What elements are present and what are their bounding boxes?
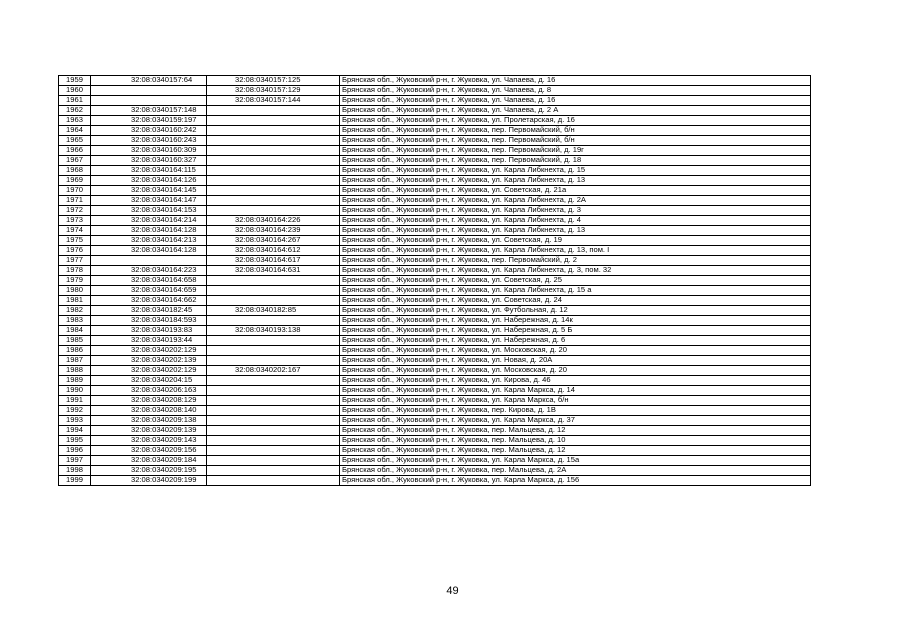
land-cadastral-number-cell: [91, 256, 207, 266]
row-number-cell: 1969: [59, 176, 91, 186]
table-row: [59, 136, 811, 146]
address-cell: Брянская обл., Жуковский р-н, г. Жуковка, ул. Набережная, д. 5 Б: [340, 326, 811, 336]
table-row: [59, 86, 811, 96]
building-cadastral-number-cell: [207, 356, 340, 366]
table-row: [59, 196, 811, 206]
land-cadastral-number-cell: 32:08:0340209:195: [91, 466, 207, 476]
table-row: [59, 246, 811, 256]
row-number-cell: 1970: [59, 186, 91, 196]
row-number-cell: 1992: [59, 406, 91, 416]
row-number-cell: 1994: [59, 426, 91, 436]
address-cell: Брянская обл., Жуковский р-н, г. Жуковка, пер. Мальцева, д. 2А: [340, 466, 811, 476]
building-cadastral-number-cell: [207, 126, 340, 136]
table-row: [59, 166, 811, 176]
table-row: [59, 376, 811, 386]
table-row: [59, 396, 811, 406]
address-cell: Брянская обл., Жуковский р-н, г. Жуковка, пер. Мальцева, д. 12: [340, 426, 811, 436]
table-row: [59, 356, 811, 366]
land-cadastral-number-cell: 32:08:0340164:147: [91, 196, 207, 206]
building-cadastral-number-cell: 32:08:0340164:612: [207, 246, 340, 256]
land-cadastral-number-cell: 32:08:0340164:115: [91, 166, 207, 176]
table-row: [59, 476, 811, 486]
land-cadastral-number-cell: [91, 96, 207, 106]
building-cadastral-number-cell: 32:08:0340182:85: [207, 306, 340, 316]
address-cell: Брянская обл., Жуковский р-н, г. Жуковка, ул. Карла Маркса, б/н: [340, 396, 811, 406]
table-row: [59, 416, 811, 426]
row-number-cell: 1981: [59, 296, 91, 306]
land-cadastral-number-cell: 32:08:0340164:662: [91, 296, 207, 306]
table-row: [59, 456, 811, 466]
building-cadastral-number-cell: 32:08:0340193:138: [207, 326, 340, 336]
row-number-cell: 1985: [59, 336, 91, 346]
address-cell: Брянская обл., Жуковский р-н, г. Жуковка, ул. Карла Либкнехта, д. 15 а: [340, 286, 811, 296]
table-row: [59, 266, 811, 276]
land-cadastral-number-cell: 32:08:0340164:213: [91, 236, 207, 246]
building-cadastral-number-cell: [207, 466, 340, 476]
building-cadastral-number-cell: 32:08:0340164:267: [207, 236, 340, 246]
row-number-cell: 1971: [59, 196, 91, 206]
building-cadastral-number-cell: [207, 206, 340, 216]
address-cell: Брянская обл., Жуковский р-н, г. Жуковка, ул. Чапаева, д. 16: [340, 96, 811, 106]
land-cadastral-number-cell: 32:08:0340164:214: [91, 216, 207, 226]
table-row: [59, 426, 811, 436]
address-cell: Брянская обл., Жуковский р-н, г. Жуковка, ул. Советская, д. 24: [340, 296, 811, 306]
address-cell: Брянская обл., Жуковский р-н, г. Жуковка, ул. Московская, д. 20: [340, 366, 811, 376]
table-row: [59, 306, 811, 316]
building-cadastral-number-cell: [207, 446, 340, 456]
building-cadastral-number-cell: [207, 336, 340, 346]
row-number-cell: 1999: [59, 476, 91, 486]
land-cadastral-number-cell: 32:08:0340160:242: [91, 126, 207, 136]
building-cadastral-number-cell: [207, 346, 340, 356]
land-cadastral-number-cell: 32:08:0340160:309: [91, 146, 207, 156]
building-cadastral-number-cell: [207, 176, 340, 186]
table-row: [59, 256, 811, 266]
address-cell: Брянская обл., Жуковский р-н, г. Жуковка, пер. Кирова, д. 1В: [340, 406, 811, 416]
row-number-cell: 1972: [59, 206, 91, 216]
table-row: [59, 156, 811, 166]
building-cadastral-number-cell: [207, 136, 340, 146]
address-cell: Брянская обл., Жуковский р-н, г. Жуковка, ул. Карла Либкнехта, д. 15: [340, 166, 811, 176]
table-row: [59, 296, 811, 306]
row-number-cell: 1965: [59, 136, 91, 146]
row-number-cell: 1966: [59, 146, 91, 156]
land-cadastral-number-cell: 32:08:0340209:139: [91, 426, 207, 436]
land-cadastral-number-cell: 32:08:0340208:140: [91, 406, 207, 416]
page-number: 49: [446, 585, 459, 597]
row-number-cell: 1997: [59, 456, 91, 466]
address-cell: Брянская обл., Жуковский р-н, г. Жуковка, ул. Набережная, д. 6: [340, 336, 811, 346]
address-cell: Брянская обл., Жуковский р-н, г. Жуковка, ул. Карла Либкнехта, д. 3, пом. 32: [340, 266, 811, 276]
address-cell: Брянская обл., Жуковский р-н, г. Жуковка, ул. Карла Либкнехта, д. 2А: [340, 196, 811, 206]
land-cadastral-number-cell: 32:08:0340193:44: [91, 336, 207, 346]
table-row: [59, 346, 811, 356]
table-row: [59, 336, 811, 346]
row-number-cell: 1984: [59, 326, 91, 336]
land-cadastral-number-cell: 32:08:0340157:64: [91, 76, 207, 86]
table-row: [59, 116, 811, 126]
table-row: [59, 276, 811, 286]
land-cadastral-number-cell: 32:08:0340164:658: [91, 276, 207, 286]
table-row: [59, 446, 811, 456]
building-cadastral-number-cell: [207, 386, 340, 396]
address-cell: Брянская обл., Жуковский р-н, г. Жуковка, пер. Первомайский, б/н: [340, 136, 811, 146]
address-cell: Брянская обл., Жуковский р-н, г. Жуковка, ул. Карла Маркса, д. 14: [340, 386, 811, 396]
building-cadastral-number-cell: [207, 186, 340, 196]
row-number-cell: 1973: [59, 216, 91, 226]
land-cadastral-number-cell: 32:08:0340160:327: [91, 156, 207, 166]
row-number-cell: 1977: [59, 256, 91, 266]
building-cadastral-number-cell: [207, 436, 340, 446]
row-number-cell: 1983: [59, 316, 91, 326]
row-number-cell: 1987: [59, 356, 91, 366]
row-number-cell: 1995: [59, 436, 91, 446]
land-cadastral-number-cell: 32:08:0340184:593: [91, 316, 207, 326]
table-row: [59, 76, 811, 86]
address-cell: Брянская обл., Жуковский р-н, г. Жуковка, ул. Футбольная, д. 12: [340, 306, 811, 316]
row-number-cell: 1961: [59, 96, 91, 106]
land-cadastral-number-cell: 32:08:0340204:15: [91, 376, 207, 386]
address-cell: Брянская обл., Жуковский р-н, г. Жуковка, ул. Чапаева, д. 8: [340, 86, 811, 96]
table-row: [59, 96, 811, 106]
address-cell: Брянская обл., Жуковский р-н, г. Жуковка, пер. Мальцева, д. 12: [340, 446, 811, 456]
building-cadastral-number-cell: [207, 416, 340, 426]
table-row: [59, 106, 811, 116]
row-number-cell: 1975: [59, 236, 91, 246]
address-cell: Брянская обл., Жуковский р-н, г. Жуковка, ул. Пролетарская, д. 16: [340, 116, 811, 126]
land-cadastral-number-cell: 32:08:0340164:153: [91, 206, 207, 216]
building-cadastral-number-cell: [207, 296, 340, 306]
address-cell: Брянская обл., Жуковский р-н, г. Жуковка, ул. Карла Либкнехта, д. 3: [340, 206, 811, 216]
land-cadastral-number-cell: 32:08:0340208:129: [91, 396, 207, 406]
building-cadastral-number-cell: 32:08:0340164:226: [207, 216, 340, 226]
building-cadastral-number-cell: 32:08:0340164:631: [207, 266, 340, 276]
address-cell: Брянская обл., Жуковский р-н, г. Жуковка, пер. Мальцева, д. 10: [340, 436, 811, 446]
land-cadastral-number-cell: 32:08:0340182:45: [91, 306, 207, 316]
row-number-cell: 1993: [59, 416, 91, 426]
row-number-cell: 1959: [59, 76, 91, 86]
table-row: [59, 316, 811, 326]
address-cell: Брянская обл., Жуковский р-н, г. Жуковка, ул. Карла Маркса, д. 37: [340, 416, 811, 426]
building-cadastral-number-cell: [207, 426, 340, 436]
row-number-cell: 1960: [59, 86, 91, 96]
address-cell: Брянская обл., Жуковский р-н, г. Жуковка, ул. Карла Маркса, д. 15а: [340, 456, 811, 466]
address-cell: Брянская обл., Жуковский р-н, г. Жуковка, пер. Первомайский, б/н: [340, 126, 811, 136]
land-cadastral-number-cell: 32:08:0340164:223: [91, 266, 207, 276]
building-cadastral-number-cell: [207, 476, 340, 486]
row-number-cell: 1996: [59, 446, 91, 456]
row-number-cell: 1988: [59, 366, 91, 376]
address-cell: Брянская обл., Жуковский р-н, г. Жуковка, ул. Карла Либкнехта, д. 4: [340, 216, 811, 226]
land-cadastral-number-cell: 32:08:0340209:156: [91, 446, 207, 456]
table-row: [59, 386, 811, 396]
building-cadastral-number-cell: [207, 146, 340, 156]
land-cadastral-number-cell: [91, 86, 207, 96]
table-row: [59, 146, 811, 156]
row-number-cell: 1990: [59, 386, 91, 396]
row-number-cell: 1980: [59, 286, 91, 296]
table-row: [59, 206, 811, 216]
building-cadastral-number-cell: [207, 106, 340, 116]
building-cadastral-number-cell: 32:08:0340157:125: [207, 76, 340, 86]
address-cell: Брянская обл., Жуковский р-н, г. Жуковка, пер. Первомайский, д. 2: [340, 256, 811, 266]
address-cell: Брянская обл., Жуковский р-н, г. Жуковка, ул. Чапаева, д. 2 А: [340, 106, 811, 116]
row-number-cell: 1962: [59, 106, 91, 116]
table-row: [59, 466, 811, 476]
building-cadastral-number-cell: 32:08:0340157:144: [207, 96, 340, 106]
row-number-cell: 1979: [59, 276, 91, 286]
row-number-cell: 1989: [59, 376, 91, 386]
building-cadastral-number-cell: [207, 406, 340, 416]
address-cell: Брянская обл., Жуковский р-н, г. Жуковка, ул. Советская, д. 21а: [340, 186, 811, 196]
table-row: [59, 226, 811, 236]
land-cadastral-number-cell: 32:08:0340164:128: [91, 226, 207, 236]
address-cell: Брянская обл., Жуковский р-н, г. Жуковка, ул. Московская, д. 20: [340, 346, 811, 356]
land-cadastral-number-cell: 32:08:0340193:83: [91, 326, 207, 336]
row-number-cell: 1968: [59, 166, 91, 176]
row-number-cell: 1967: [59, 156, 91, 166]
table-row: [59, 436, 811, 446]
land-cadastral-number-cell: 32:08:0340157:148: [91, 106, 207, 116]
table-row: [59, 186, 811, 196]
table-row: [59, 216, 811, 226]
row-number-cell: 1974: [59, 226, 91, 236]
building-cadastral-number-cell: 32:08:0340164:617: [207, 256, 340, 266]
table-row: [59, 406, 811, 416]
table-row: [59, 286, 811, 296]
registry-table-body: [59, 76, 811, 486]
address-cell: Брянская обл., Жуковский р-н, г. Жуковка, ул. Карла Либкнехта, д. 13: [340, 226, 811, 236]
building-cadastral-number-cell: 32:08:0340202:167: [207, 366, 340, 376]
address-cell: Брянская обл., Жуковский р-н, г. Жуковка, ул. Набережная, д. 14к: [340, 316, 811, 326]
land-cadastral-number-cell: 32:08:0340202:129: [91, 366, 207, 376]
building-cadastral-number-cell: 32:08:0340157:129: [207, 86, 340, 96]
table-row: [59, 326, 811, 336]
address-cell: Брянская обл., Жуковский р-н, г. Жуковка, ул. Кирова, д. 46: [340, 376, 811, 386]
row-number-cell: 1964: [59, 126, 91, 136]
address-cell: Брянская обл., Жуковский р-н, г. Жуковка, пер. Первомайский, д. 19г: [340, 146, 811, 156]
address-cell: Брянская обл., Жуковский р-н, г. Жуковка, ул. Карла Либкнехта, д. 13: [340, 176, 811, 186]
row-number-cell: 1998: [59, 466, 91, 476]
land-cadastral-number-cell: 32:08:0340160:243: [91, 136, 207, 146]
land-cadastral-number-cell: 32:08:0340164:128: [91, 246, 207, 256]
table-row: [59, 126, 811, 136]
land-cadastral-number-cell: 32:08:0340164:659: [91, 286, 207, 296]
land-cadastral-number-cell: 32:08:0340209:138: [91, 416, 207, 426]
building-cadastral-number-cell: [207, 396, 340, 406]
land-cadastral-number-cell: 32:08:0340209:143: [91, 436, 207, 446]
building-cadastral-number-cell: [207, 316, 340, 326]
address-cell: Брянская обл., Жуковский р-н, г. Жуковка, пер. Первомайский, д. 18: [340, 156, 811, 166]
land-cadastral-number-cell: 32:08:0340202:139: [91, 356, 207, 366]
row-number-cell: 1982: [59, 306, 91, 316]
row-number-cell: 1978: [59, 266, 91, 276]
building-cadastral-number-cell: [207, 116, 340, 126]
table-row: [59, 176, 811, 186]
land-cadastral-number-cell: 32:08:0340202:129: [91, 346, 207, 356]
row-number-cell: 1976: [59, 246, 91, 256]
registry-table: [58, 75, 811, 486]
building-cadastral-number-cell: 32:08:0340164:239: [207, 226, 340, 236]
table-row: [59, 366, 811, 376]
building-cadastral-number-cell: [207, 166, 340, 176]
address-cell: Брянская обл., Жуковский р-н, г. Жуковка, ул. Карла Либкнехта, д. 13, пом. I: [340, 246, 811, 256]
building-cadastral-number-cell: [207, 456, 340, 466]
building-cadastral-number-cell: [207, 196, 340, 206]
address-cell: Брянская обл., Жуковский р-н, г. Жуковка, ул. Новая, д. 20А: [340, 356, 811, 366]
row-number-cell: 1963: [59, 116, 91, 126]
building-cadastral-number-cell: [207, 286, 340, 296]
address-cell: Брянская обл., Жуковский р-н, г. Жуковка, ул. Советская, д. 19: [340, 236, 811, 246]
row-number-cell: 1986: [59, 346, 91, 356]
land-cadastral-number-cell: 32:08:0340209:184: [91, 456, 207, 466]
land-cadastral-number-cell: 32:08:0340206:163: [91, 386, 207, 396]
land-cadastral-number-cell: 32:08:0340164:126: [91, 176, 207, 186]
building-cadastral-number-cell: [207, 276, 340, 286]
row-number-cell: 1991: [59, 396, 91, 406]
building-cadastral-number-cell: [207, 376, 340, 386]
address-cell: Брянская обл., Жуковский р-н, г. Жуковка, ул. Советская, д. 25: [340, 276, 811, 286]
land-cadastral-number-cell: 32:08:0340209:199: [91, 476, 207, 486]
land-cadastral-number-cell: 32:08:0340159:197: [91, 116, 207, 126]
table-row: [59, 236, 811, 246]
land-cadastral-number-cell: 32:08:0340164:145: [91, 186, 207, 196]
building-cadastral-number-cell: [207, 156, 340, 166]
address-cell: Брянская обл., Жуковский р-н, г. Жуковка, ул. Карла Маркса, д. 156: [340, 476, 811, 486]
address-cell: Брянская обл., Жуковский р-н, г. Жуковка, ул. Чапаева, д. 16: [340, 76, 811, 86]
